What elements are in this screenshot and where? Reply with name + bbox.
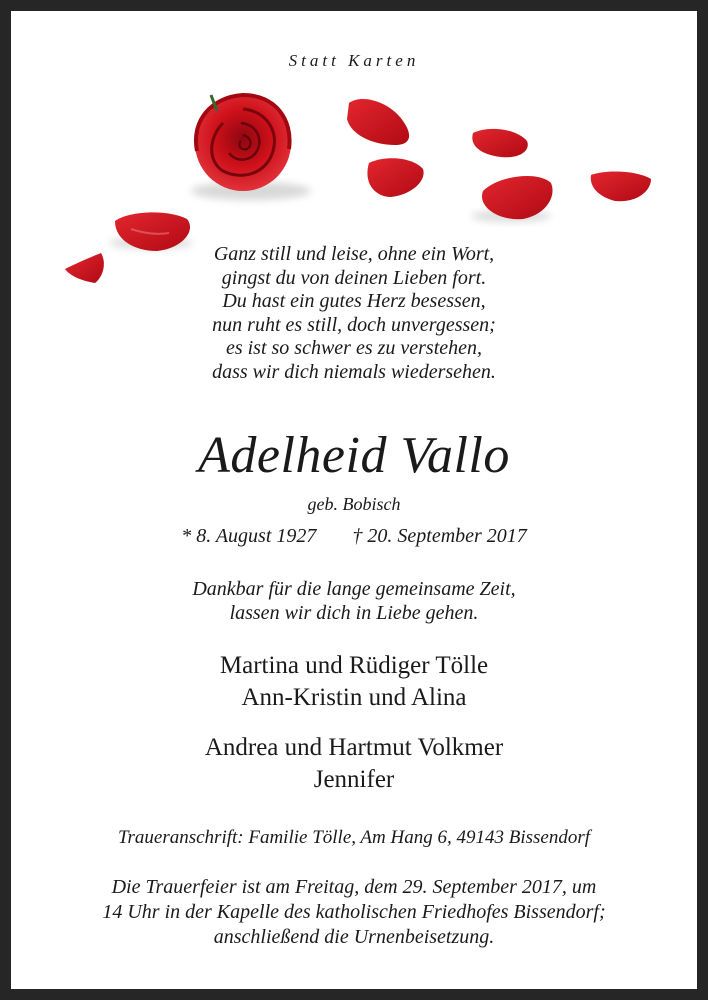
mourner-line: Jennifer (313, 766, 395, 793)
life-dates (11, 525, 697, 548)
deceased-name: Adelheid Vallo (198, 427, 510, 484)
farewell-text (11, 577, 697, 625)
poem (11, 243, 697, 384)
ceremony-line: anschließend die Urnenbeisetzung. (213, 926, 495, 948)
poem-line: Ganz still und leise, ohne ein Wort, (213, 243, 495, 265)
poem-line: es ist so schwer es zu verstehen, (225, 337, 483, 359)
mourners-group-1 (11, 650, 697, 714)
poem-line: nun ruht es still, doch unvergessen; (212, 313, 496, 336)
farewell-line: Dankbar für die lange gemeinsame Zeit, (192, 578, 516, 600)
birth-name: geb. Bobisch (307, 494, 401, 514)
ceremony-line: Die Trauerfeier ist am Freitag, dem 29. September 2017, um (111, 876, 597, 898)
mourner-line: Martina und Rüdiger Tölle (219, 652, 489, 679)
ceremony-line: 14 Uhr in der Kapelle des katholischen Friedhofes Bissendorf; (102, 901, 606, 923)
mourner-line: Andrea und Hartmut Volkmer (204, 734, 504, 761)
header-statt-karten: Statt Karten (288, 51, 420, 70)
birth-date: * 8. August 1927 (181, 525, 317, 547)
poem-line: Du hast ein gutes Herz besessen, (222, 290, 486, 312)
ceremony-info (11, 875, 697, 950)
farewell-line: lassen wir dich in Liebe gehen. (229, 602, 479, 624)
mourning-address: Traueranschrift: Familie Tölle, Am Hang 6, 49143 Bissendorf (117, 827, 590, 848)
death-date: † 20. September 2017 (352, 525, 527, 547)
mourners-group-2 (11, 732, 697, 796)
mourner-line: Ann-Kristin und Alina (241, 684, 467, 711)
poem-line: gingst du von deinen Lieben fort. (221, 266, 487, 289)
poem-line: dass wir dich niemals wiedersehen. (212, 360, 496, 383)
